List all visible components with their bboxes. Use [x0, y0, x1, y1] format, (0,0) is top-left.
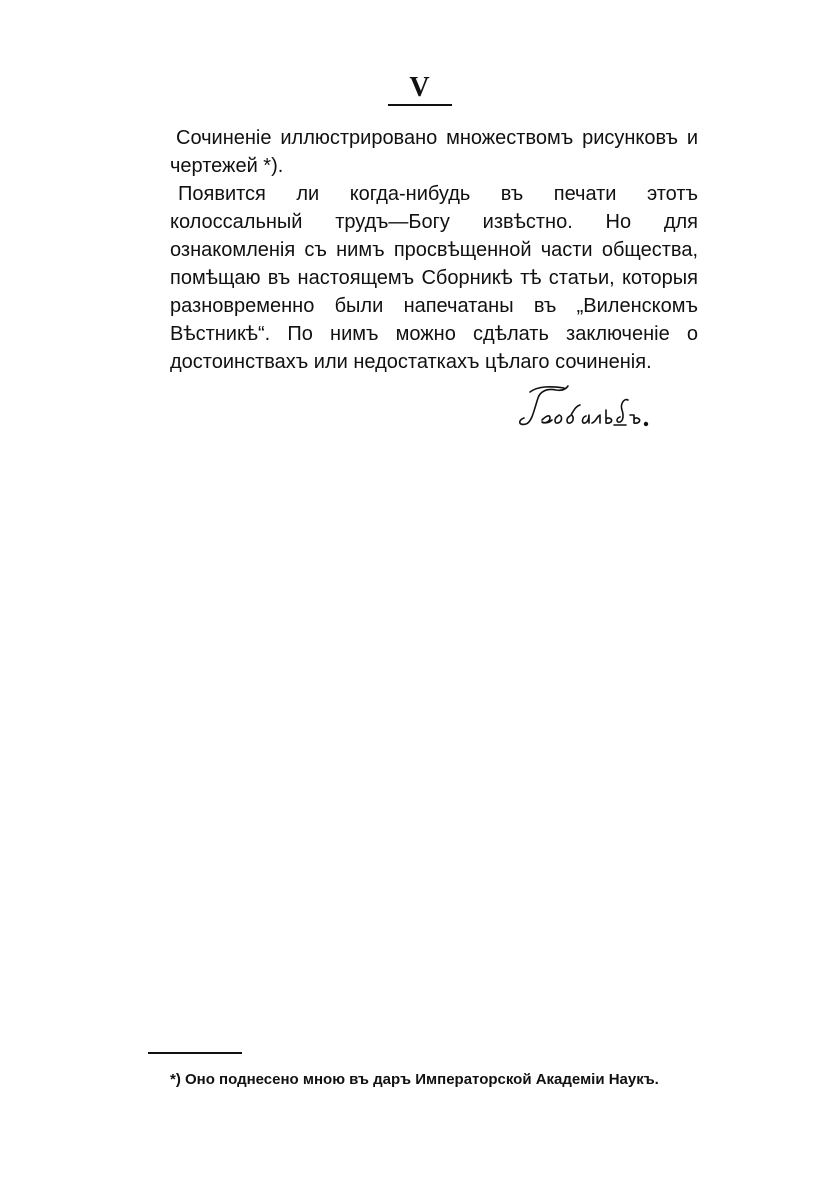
- signature-handwriting: [516, 380, 666, 432]
- paragraph-publication: Появится ли когда-нибудь въ печати этотъ колоссальный трудъ—Богу извѣстно. Но для ознакомленія съ нимъ просвѣщенной части общества, помѣщаю въ настоящемъ Сборникѣ тѣ статьи, которыя разновременно были напечатаны въ „Виленскомъ Вѣстникѣ“. По нимъ можно сдѣлать заключеніе о достоинствахъ или недостаткахъ цѣлаго сочиненія.: [170, 183, 698, 373]
- main-text: [170, 124, 698, 376]
- footnote: *) Оно поднесено мною въ даръ Императорской Академіи Наукъ.: [170, 1071, 659, 1088]
- footnote-rule: [148, 1052, 242, 1054]
- paragraph-illustrations: Сочиненіе иллюстрировано множествомъ рисунковъ и чертежей *).: [170, 127, 698, 177]
- author-signature: [516, 380, 666, 432]
- page-number: V: [409, 72, 431, 103]
- header-rule: [388, 104, 452, 106]
